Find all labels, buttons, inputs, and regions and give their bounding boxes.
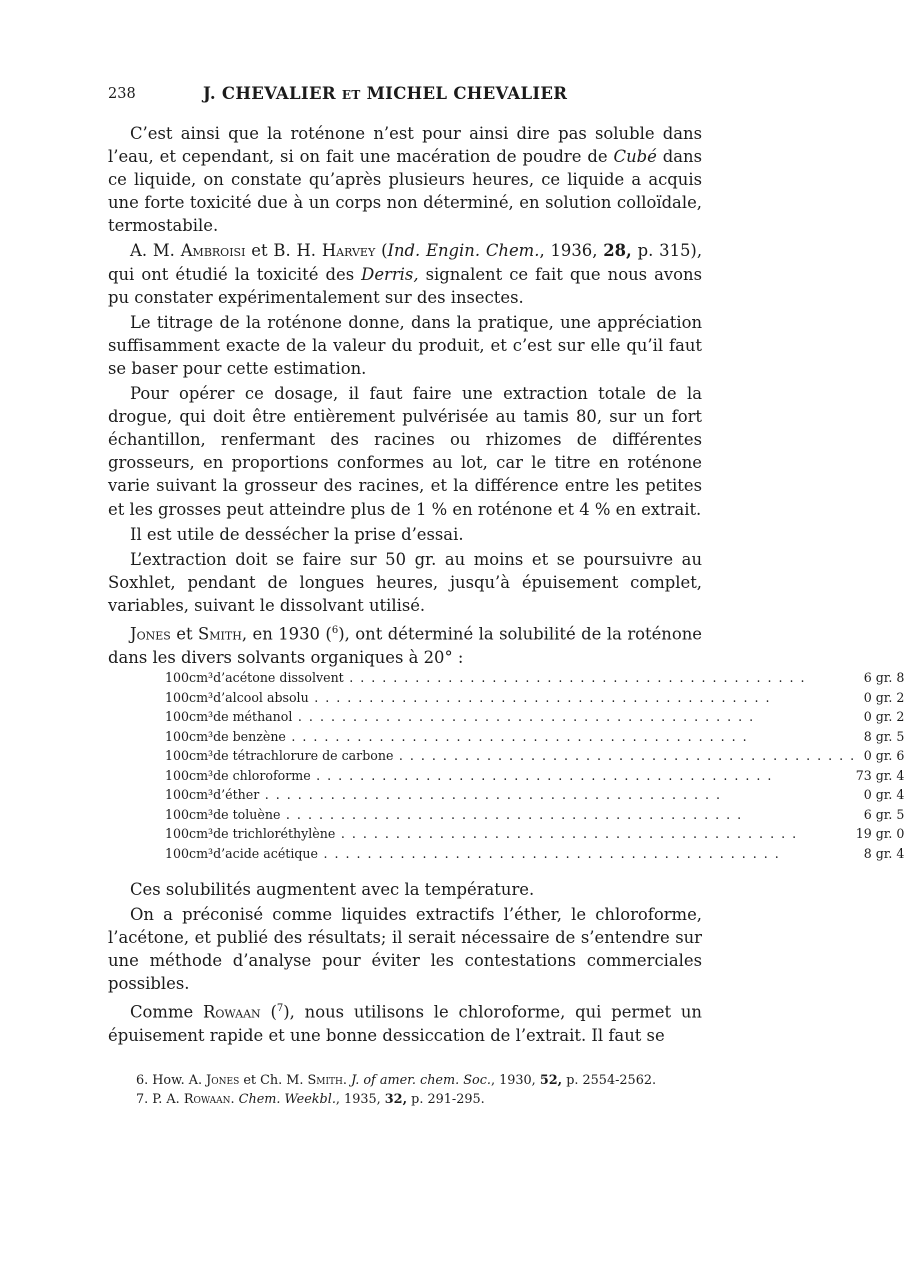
- solvent-name: d’acide acétique . . .: [213, 844, 856, 864]
- solvent-quantity: 100: [165, 767, 190, 783]
- footnote-6: 6. How. A. Jones et Ch. M. Smith. J. of amer. chem. Soc., 1930, 52, p. 2554-2562.: [136, 1073, 657, 1088]
- paragraph-10: Comme Rowaan ($^7$), nous utilisons le chloroforme, qui permet un épuisement rapide et une bonne dessiccation de l’extrait. Il faut se: [108, 1002, 702, 1046]
- solvent-name: d’acétone dissolvent . . .: [213, 668, 856, 688]
- solvent-unit: cm³: [189, 709, 214, 724]
- footnote-ref: 6: [331, 624, 339, 636]
- solvent-name: d’éther . . .: [213, 785, 856, 805]
- footnotes: [108, 1071, 708, 1109]
- solvent-quantity: 100: [165, 806, 190, 822]
- solubility-value: 19 gr. 0: [855, 826, 904, 841]
- paragraph-5: Il est utile de dessécher la prise d’essai.: [130, 524, 464, 544]
- table-row: [165, 785, 904, 805]
- page-header: [108, 84, 608, 110]
- solvent-quantity: 100: [165, 826, 190, 841]
- solvent-quantity: 100: [165, 709, 190, 724]
- solvent-unit: cm³: [189, 728, 214, 744]
- solubility-value: 0 gr. 4: [863, 787, 904, 802]
- table-row: [165, 805, 904, 825]
- table-row: [165, 688, 904, 708]
- table-row: [165, 746, 904, 766]
- solvent-name: de benzène . . .: [213, 727, 856, 747]
- paragraph-1: C’est ainsi que la roténone n’est pour ainsi dire pas soluble dans l’eau, et cependant, si on fait une macération de poudre de Cubé dans ce liquide, on constate qu’après plusieurs heures, ce liquide a acquis une forte toxicité due à un corps non déterminé, en solution colloïdale, termostabile.: [108, 124, 703, 236]
- lower-text: [108, 878, 702, 1049]
- paragraph-8: Ces solubilités augmentent avec la température.: [130, 880, 535, 899]
- table-row: [165, 766, 904, 786]
- table-row: [165, 707, 904, 727]
- solvent-unit: cm³: [189, 670, 214, 685]
- solubility-value: 0 gr. 2: [863, 689, 904, 705]
- solvent-unit: cm³: [189, 806, 214, 822]
- solvent-unit: cm³: [189, 767, 214, 783]
- paragraph-9: On a préconisé comme liquides extractifs l’éther, le chloroforme, l’acétone, et publié des résultats; il serait nécessaire de s’entendre sur une méthode d’analyse pour éviter les contestations commerciales possibles.: [108, 905, 702, 994]
- solvent-unit: cm³: [189, 787, 214, 802]
- paragraph-2: A. M. Ambroisi et B. H. Harvey (Ind. Engin. Chem., 1936, 28, p. 315), qui ont étudié la toxicité des Derris, signalent ce fait que nous avons pu constater expérimentalement sur des insectes.: [108, 241, 703, 307]
- table-row: [165, 844, 904, 864]
- author-name: Smith: [198, 624, 242, 644]
- solubility-table: [165, 668, 904, 863]
- page-number: 238: [108, 86, 136, 102]
- solvent-quantity: 100: [165, 787, 190, 802]
- table-row: [165, 824, 904, 844]
- paragraph-6: L’extraction doit se faire sur 50 gr. au moins et se poursuivre au Soxhlet, pendant de longues heures, jusqu’à épuisement complet, variables, suivant le dissolvant utilisé.: [108, 549, 702, 615]
- paragraph-3: Le titrage de la roténone donne, dans la pratique, une appréciation suffisamment exacte de la valeur du produit, et c’est sur elle qu’il faut se baser pour cette estimation.: [108, 312, 702, 378]
- solubility-value: 0 gr. 6: [863, 748, 904, 763]
- footnote-ref: 7: [276, 1003, 284, 1015]
- solvent-unit: cm³: [189, 826, 214, 841]
- author-name: Harvey: [321, 241, 376, 261]
- solubility-value: 8 gr. 5: [863, 728, 904, 744]
- author-name: Rowaan: [203, 1002, 261, 1022]
- solvent-name: de toluène . . .: [213, 805, 856, 825]
- solvent-quantity: 100: [165, 748, 190, 763]
- solvent-unit: cm³: [189, 748, 214, 763]
- solubility-value: 6 gr. 8: [863, 670, 904, 685]
- solubility-value: 0 gr. 2: [863, 709, 904, 724]
- solvent-quantity: 100: [165, 670, 190, 685]
- solvent-name: de méthanol . . .: [213, 707, 856, 727]
- author-name: Ambroisi: [180, 241, 246, 261]
- solubility-value: 6 gr. 5: [863, 806, 904, 822]
- solvent-quantity: 100: [165, 689, 190, 705]
- paragraph-4: Pour opérer ce dosage, il faut faire une extraction totale de la drogue, qui doit être entièrement pulvérisée au tamis 80, sur un fort échantillon, renfermant des racines ou rhizomes de différentes grosseurs, en proportions conformes au lot, car le titre en roténone varie suivant la grosseur des racines, et la différence entre les petites et les grosses peut atteindre plus de 1 % en roténone et 4 % en extrait.: [108, 384, 702, 519]
- table-row: [165, 727, 904, 747]
- main-text: [108, 122, 702, 671]
- table-row: [165, 668, 904, 688]
- journal-title: Ind. Engin. Chem.: [387, 241, 540, 261]
- solvent-name: de trichloréthylène . . .: [213, 824, 856, 844]
- solvent-name: de tétrachlorure de carbone . . .: [213, 746, 856, 766]
- solvent-unit: cm³: [189, 845, 214, 861]
- footnote-7: 7. P. A. Rowaan. Chem. Weekbl., 1935, 32, p. 291-295.: [136, 1092, 485, 1107]
- running-title: J. CHEVALIER et MICHEL CHEVALIER: [203, 84, 568, 103]
- solvent-name: d’alcool absolu . . .: [213, 688, 856, 708]
- solvent-quantity: 100: [165, 845, 190, 861]
- solvent-unit: cm³: [189, 689, 214, 705]
- solvent-quantity: 100: [165, 728, 190, 744]
- solubility-value: 8 gr. 4: [863, 845, 904, 861]
- paragraph-7: Jones et Smith, en 1930 ($^6$), ont déterminé la solubilité de la roténone dans les divers solvants organiques à 20° :: [108, 624, 702, 667]
- solubility-value: 73 gr. 4: [855, 767, 904, 783]
- solvent-name: de chloroforme . . .: [213, 766, 856, 786]
- author-name: Jones: [130, 624, 171, 644]
